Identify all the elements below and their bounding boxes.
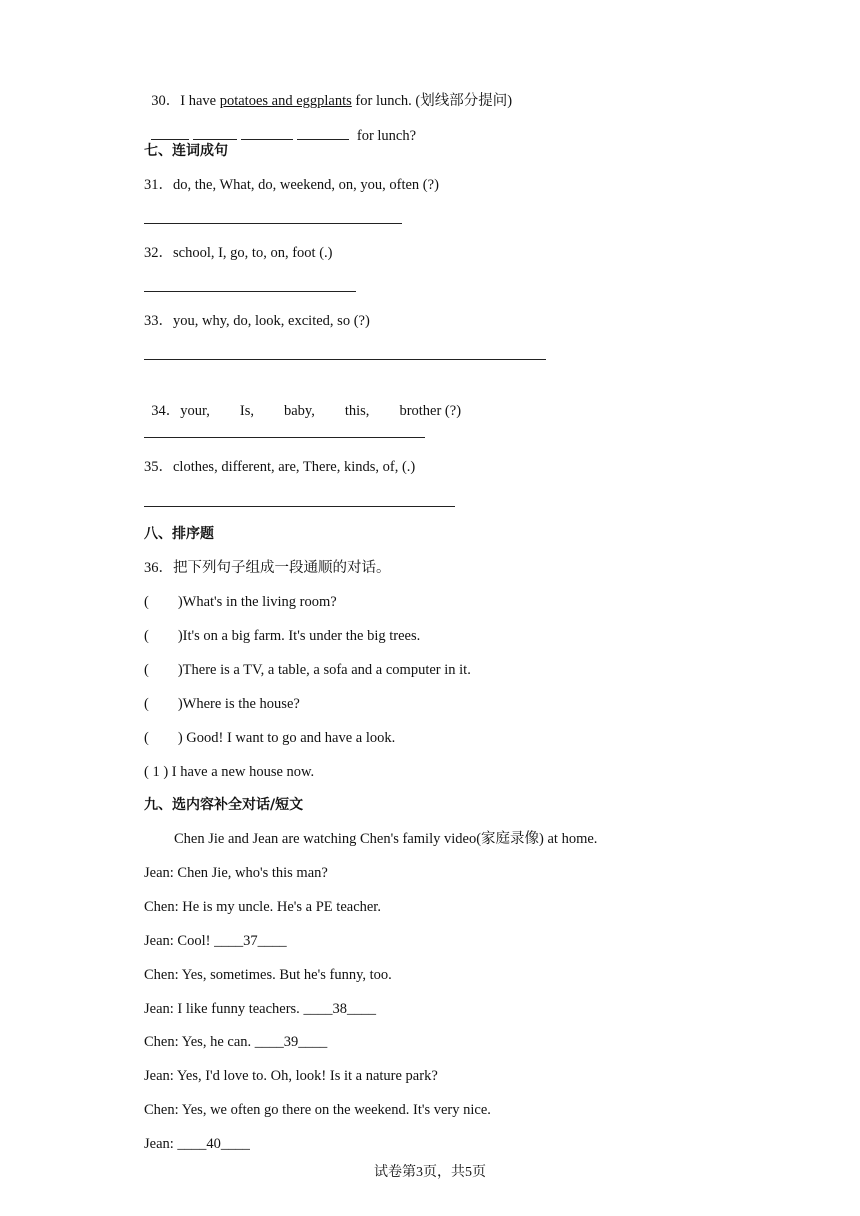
dialogue-line: Chen: Yes, sometimes. But he's funny, too. bbox=[144, 967, 392, 983]
question-34-word: Is, bbox=[239, 403, 254, 419]
dialogue-line: Chen: Yes, we often go there on the weekend. It's very nice. bbox=[144, 1102, 491, 1118]
ordering-item[interactable]: ( )What's in the living room? bbox=[144, 594, 337, 610]
question-30-underlined: potatoes and eggplants bbox=[219, 93, 352, 109]
question-34-word: brother (?) bbox=[399, 403, 462, 419]
answer-line-31[interactable] bbox=[144, 223, 402, 224]
section-7-title: 七、连词成句 bbox=[144, 143, 228, 159]
question-34-number: 34． bbox=[151, 403, 181, 419]
question-30-prefix: 30．I have bbox=[151, 93, 220, 109]
question-30-answer-suffix: for lunch? bbox=[353, 128, 417, 144]
question-31: 31．do, the, What, do, weekend, on, you, often (?) bbox=[144, 177, 439, 193]
blank-38[interactable]: ____38____ bbox=[303, 1001, 376, 1017]
ordering-item: ( 1 ) I have a new house now. bbox=[144, 764, 315, 780]
dialogue-line bbox=[144, 1000, 376, 1018]
blank-39[interactable]: ____39____ bbox=[254, 1034, 328, 1050]
ordering-item[interactable]: ( )There is a TV, a table, a sofa and a computer in it. bbox=[144, 662, 471, 678]
question-32: 32．school, I, go, to, on, foot (.) bbox=[144, 245, 333, 261]
dialogue-line: Jean: Chen Jie, who's this man? bbox=[144, 865, 328, 881]
dialogue-line-text: Jean: I like funny teachers. bbox=[144, 1001, 304, 1017]
answer-blank[interactable] bbox=[151, 126, 189, 140]
dialogue-line-text: Jean: Cool! bbox=[144, 933, 215, 949]
section-9-title: 九、选内容补全对话/短文 bbox=[144, 797, 304, 813]
dialogue-intro: Chen Jie and Jean are watching Chen's family video(家庭录像) at home. bbox=[174, 831, 598, 847]
question-35: 35．clothes, different, are, There, kinds, of, (.) bbox=[144, 459, 416, 475]
question-34 bbox=[144, 384, 461, 420]
ordering-item[interactable]: ( )Where is the house? bbox=[144, 696, 300, 712]
answer-line-33[interactable] bbox=[144, 359, 546, 360]
question-30-answer-line bbox=[144, 108, 416, 145]
answer-blank[interactable] bbox=[193, 126, 237, 140]
answer-line-32[interactable] bbox=[144, 291, 356, 292]
dialogue-line: Jean: Yes, I'd love to. Oh, look! Is it a nature park? bbox=[144, 1068, 438, 1084]
dialogue-line: Chen: He is my uncle. He's a PE teacher. bbox=[144, 899, 381, 915]
question-36: 36．把下列句子组成一段通顺的对话。 bbox=[144, 560, 391, 576]
dialogue-line bbox=[144, 1033, 327, 1051]
question-30-suffix: for lunch. (划线部分提问) bbox=[351, 93, 513, 109]
dialogue-line bbox=[144, 932, 287, 950]
answer-blank[interactable] bbox=[297, 126, 349, 140]
page-footer: 试卷第3页，共5页 bbox=[374, 1165, 486, 1180]
dialogue-line bbox=[144, 1135, 250, 1153]
question-34-word: your, bbox=[180, 403, 210, 419]
answer-blank[interactable] bbox=[241, 126, 293, 140]
question-34-word: baby, bbox=[283, 403, 315, 419]
blank-40[interactable]: ____40____ bbox=[177, 1136, 250, 1152]
question-30 bbox=[144, 74, 512, 110]
question-34-word: this, bbox=[344, 403, 370, 419]
blank-37[interactable]: ____37____ bbox=[214, 933, 287, 949]
answer-line-34[interactable] bbox=[144, 437, 425, 438]
dialogue-line-text: Jean: bbox=[144, 1136, 178, 1152]
answer-line-35[interactable] bbox=[144, 506, 455, 507]
ordering-item[interactable]: ( )It's on a big farm. It's under the big trees. bbox=[144, 628, 421, 644]
question-33: 33．you, why, do, look, excited, so (?) bbox=[144, 313, 370, 329]
dialogue-line-text: Chen: Yes, he can. bbox=[144, 1034, 255, 1050]
ordering-item[interactable]: ( ) Good! I want to go and have a look. bbox=[144, 730, 396, 746]
section-8-title: 八、排序题 bbox=[144, 526, 214, 542]
